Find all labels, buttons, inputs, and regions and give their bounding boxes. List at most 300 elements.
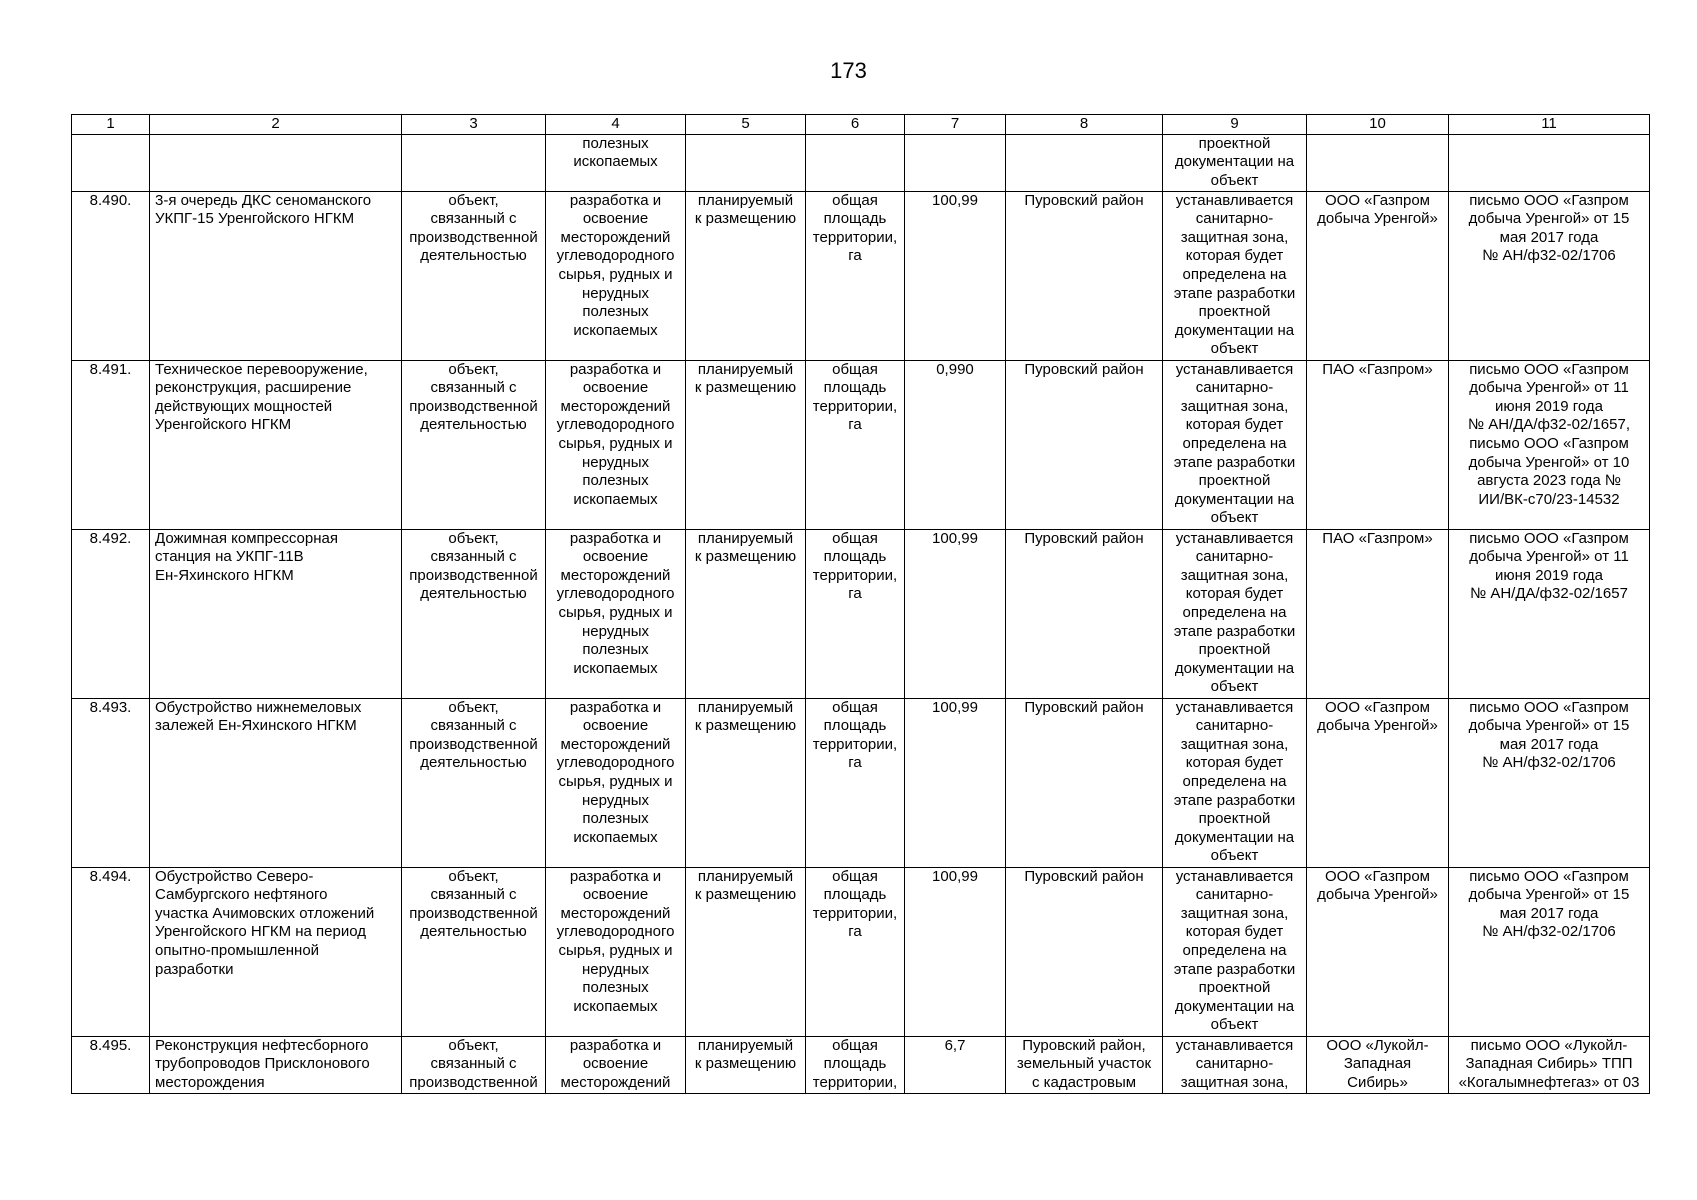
- page-number: 173: [830, 58, 867, 83]
- owner-cell: [1307, 360, 1449, 529]
- owner-cell: [1307, 529, 1449, 698]
- cell-line: освоение: [582, 379, 649, 397]
- cell-line: разработка и: [569, 191, 662, 209]
- cell: [150, 134, 402, 191]
- activity-cell: [546, 360, 686, 529]
- characteristic-cell: [806, 1036, 905, 1093]
- cell-line: проектной: [1198, 979, 1271, 997]
- cell-line: планируемый: [697, 360, 794, 378]
- cell-line: проектной: [1198, 303, 1271, 321]
- basis-cell: [1449, 360, 1650, 529]
- row-number-cell: 8.495.: [72, 1036, 150, 1093]
- cell-line: объект: [1210, 1016, 1259, 1034]
- row-number-cell: 8.490.: [72, 191, 150, 360]
- cell-line: углеводородного: [556, 247, 675, 265]
- cell-line: которая будет: [1185, 585, 1284, 603]
- cell-line: ископаемых: [573, 659, 658, 677]
- value-cell: 0,990: [905, 360, 1006, 529]
- object-name-cell: [150, 1036, 402, 1093]
- cell-line: га: [848, 923, 862, 941]
- cell-line: площадь: [823, 548, 887, 566]
- cell-line: к размещению: [694, 379, 797, 397]
- cell-line: Ен-Яхинского НГКМ: [155, 566, 294, 584]
- column-number: 2: [150, 115, 402, 135]
- cell-line: нерудных: [581, 284, 650, 302]
- cell-line: защитная зона,: [1180, 904, 1289, 922]
- cell-line: объект,: [448, 360, 499, 378]
- cell-line: площадь: [823, 210, 887, 228]
- cell: [686, 134, 806, 191]
- cell-line: добыча Уренгой» от 11: [1469, 548, 1629, 566]
- cell-line: устанавливается: [1175, 360, 1294, 378]
- cell-line: объект: [1210, 847, 1259, 865]
- cell-line: Пуровский район,: [1022, 1036, 1146, 1054]
- cell-line: производственной: [409, 397, 538, 415]
- cell-line: устанавливается: [1175, 867, 1294, 885]
- cell-line: месторождения: [155, 1073, 265, 1091]
- cell-line: добыча Уренгой» от 11: [1469, 379, 1629, 397]
- cell-line: которая будет: [1185, 247, 1284, 265]
- table-row: [72, 867, 1650, 1036]
- value-cell: 100,99: [905, 698, 1006, 867]
- cell-line: № АН/ф32-02/1706: [1482, 754, 1616, 772]
- status-cell: [686, 360, 806, 529]
- cell-line: общая: [832, 867, 878, 885]
- basis-cell: [1449, 698, 1650, 867]
- cell: [905, 134, 1006, 191]
- cell-line: площадь: [823, 1055, 887, 1073]
- cell-line: связанный с: [430, 886, 517, 904]
- cell-line: связанный с: [430, 717, 517, 735]
- object-type-cell: [402, 529, 546, 698]
- object-name-cell: [150, 360, 402, 529]
- cell-line: к размещению: [694, 210, 797, 228]
- cell-line: общая: [832, 1036, 878, 1054]
- status-cell: [686, 191, 806, 360]
- cell-line: документации на: [1174, 490, 1295, 508]
- cell-line: № АН/ф32-02/1706: [1482, 247, 1616, 265]
- cell-line: объект: [1210, 678, 1259, 696]
- cell-line: планируемый: [697, 191, 794, 209]
- cell-line: разработка и: [569, 1036, 662, 1054]
- cell-line: месторождений: [560, 397, 671, 415]
- cell-line: устанавливается: [1175, 1036, 1294, 1054]
- cell-line: ископаемых: [573, 490, 658, 508]
- activity-cell: [546, 698, 686, 867]
- column-number-row: [72, 115, 1650, 135]
- cell-line: освоение: [582, 548, 649, 566]
- cell-line: полезных: [582, 134, 649, 152]
- characteristic-cell: [806, 360, 905, 529]
- cell-line: площадь: [823, 886, 887, 904]
- cell-line: объект,: [448, 867, 499, 885]
- status-cell: [686, 867, 806, 1036]
- cell-line: производственной: [409, 566, 538, 584]
- cell-line: сырья, рудных и: [558, 941, 673, 959]
- cell-line: документации на: [1174, 828, 1295, 846]
- cell-line: освоение: [582, 717, 649, 735]
- object-name-cell: [150, 529, 402, 698]
- value-cell: 100,99: [905, 867, 1006, 1036]
- cell-line: с кадастровым: [1031, 1073, 1137, 1091]
- cell-line: территории,: [812, 566, 898, 584]
- cell-line: земельный участок: [1016, 1055, 1152, 1073]
- cell-line: устанавливается: [1175, 529, 1294, 547]
- basis-cell: [1449, 1036, 1650, 1093]
- cell-line: ООО «Лукойл-: [1326, 1036, 1429, 1054]
- location-cell: [1006, 1036, 1163, 1093]
- cell-line: связанный с: [430, 548, 517, 566]
- cell-line: объект: [1210, 509, 1259, 527]
- cell-line: ископаемых: [573, 828, 658, 846]
- cell-line: санитарно-: [1195, 717, 1274, 735]
- cell-line: письмо ООО «Лукойл-: [1470, 1036, 1628, 1054]
- cell: [1307, 134, 1449, 191]
- cell-line: Западная: [1343, 1055, 1412, 1073]
- cell-line: мая 2017 года: [1499, 735, 1599, 753]
- cell-line: добыча Уренгой» от 15: [1468, 210, 1630, 228]
- cell-line: проектной: [1198, 472, 1271, 490]
- cell-line: общая: [832, 698, 878, 716]
- cell-line: объект: [1210, 171, 1259, 189]
- row-number-cell: 8.491.: [72, 360, 150, 529]
- cell-line: июня 2019 года: [1495, 397, 1603, 415]
- cell-line: Пуровский район: [1024, 867, 1144, 885]
- cell-line: деятельностью: [420, 754, 527, 772]
- cell-line: деятельностью: [420, 585, 527, 603]
- zone-cell: [1163, 529, 1307, 698]
- cell-line: производственной: [409, 1073, 538, 1091]
- cell-line: планируемый: [697, 529, 794, 547]
- cell-line: реконструкция, расширение: [155, 379, 352, 397]
- cell-line: месторождений: [560, 735, 671, 753]
- cell-line: защитная зона,: [1180, 566, 1289, 584]
- cell-line: санитарно-: [1195, 886, 1274, 904]
- cell-line: к размещению: [694, 1055, 797, 1073]
- cell-line: письмо ООО «Газпром: [1469, 867, 1629, 885]
- cell-line: нерудных: [581, 791, 650, 809]
- cell-line: этапе разработки: [1173, 622, 1296, 640]
- cell-line: разработки: [155, 960, 234, 978]
- value-cell: 6,7: [905, 1036, 1006, 1093]
- activity-cell: [546, 1036, 686, 1093]
- cell-line: Реконструкция нефтесборного: [155, 1036, 369, 1054]
- cell-line: Сибирь»: [1347, 1073, 1408, 1091]
- object-type-cell: [402, 698, 546, 867]
- owner-cell: [1307, 1036, 1449, 1093]
- cell-line: планируемый: [697, 1036, 794, 1054]
- column-number: 9: [1163, 115, 1307, 135]
- cell-line: полезных: [582, 472, 649, 490]
- cell-line: сырья, рудных и: [558, 603, 673, 621]
- cell-line: месторождений: [560, 228, 671, 246]
- cell-line: месторождений: [560, 904, 671, 922]
- cell-line: освоение: [582, 210, 649, 228]
- cell-line: участка Ачимовских отложений: [155, 904, 375, 922]
- cell-line: документации на: [1174, 153, 1295, 171]
- cell-line: объект: [1210, 340, 1259, 358]
- cell-line: ООО «Газпром: [1325, 698, 1430, 716]
- zone-cell: [1163, 191, 1307, 360]
- object-name-cell: [150, 867, 402, 1036]
- cell-line: территории,: [812, 228, 898, 246]
- cell: [1449, 134, 1650, 191]
- cell-line: документации на: [1174, 997, 1295, 1015]
- cell-line: освоение: [582, 886, 649, 904]
- cell: [806, 134, 905, 191]
- column-number: 8: [1006, 115, 1163, 135]
- cell-line: Пуровский район: [1024, 698, 1144, 716]
- cell-line: определена на: [1182, 603, 1287, 621]
- cell-line: сырья, рудных и: [558, 265, 673, 283]
- cell-line: га: [848, 585, 862, 603]
- cell-line: документации на: [1174, 659, 1295, 677]
- owner-cell: [1307, 191, 1449, 360]
- cell-line: деятельностью: [420, 416, 527, 434]
- characteristic-cell: [806, 867, 905, 1036]
- cell-line: защитная зона,: [1180, 1073, 1289, 1091]
- cell-line: нерудных: [581, 453, 650, 471]
- owner-cell: [1307, 867, 1449, 1036]
- cell-line: месторождений: [560, 566, 671, 584]
- cell-line: объект,: [448, 529, 499, 547]
- cell-line: производственной: [409, 904, 538, 922]
- column-number: 10: [1307, 115, 1449, 135]
- cell-line: проектной: [1198, 810, 1271, 828]
- cell-line: УКПГ-15 Уренгойского НГКМ: [155, 210, 355, 228]
- cell-line: этапе разработки: [1173, 960, 1296, 978]
- zone-cell: [1163, 698, 1307, 867]
- cell-line: к размещению: [694, 717, 797, 735]
- cell-line: санитарно-: [1195, 210, 1274, 228]
- cell-line: Самбургского нефтяного: [155, 886, 328, 904]
- cell-line: нерудных: [581, 960, 650, 978]
- cell-line: планируемый: [697, 698, 794, 716]
- column-number: 3: [402, 115, 546, 135]
- cell-line: разработка и: [569, 529, 662, 547]
- basis-cell: [1449, 529, 1650, 698]
- cell-line: полезных: [582, 641, 649, 659]
- cell-line: сырья, рудных и: [558, 434, 673, 452]
- object-type-cell: [402, 191, 546, 360]
- cell-line: объект,: [448, 191, 499, 209]
- row-number-cell: 8.494.: [72, 867, 150, 1036]
- zone-cell: [1163, 134, 1307, 191]
- owner-cell: [1307, 698, 1449, 867]
- cell-line: производственной: [409, 228, 538, 246]
- cell-line: общая: [832, 191, 878, 209]
- cell-line: действующих мощностей: [155, 397, 333, 415]
- cell-line: территории,: [812, 735, 898, 753]
- table-row: [72, 360, 1650, 529]
- cell-line: сырья, рудных и: [558, 772, 673, 790]
- zone-cell: [1163, 867, 1307, 1036]
- cell-line: добыча Уренгой»: [1317, 717, 1438, 735]
- cell-line: общая: [832, 529, 878, 547]
- cell-line: разработка и: [569, 360, 662, 378]
- cell-line: полезных: [582, 810, 649, 828]
- row-number-cell: 8.492.: [72, 529, 150, 698]
- cell-line: площадь: [823, 717, 887, 735]
- cell: [72, 134, 150, 191]
- column-number: 5: [686, 115, 806, 135]
- cell-line: связанный с: [430, 1055, 517, 1073]
- cell-line: санитарно-: [1195, 379, 1274, 397]
- cell-line: определена на: [1182, 772, 1287, 790]
- register-table: [71, 114, 1650, 1094]
- cell-line: Пуровский район: [1024, 191, 1144, 209]
- cell-line: ПАО «Газпром»: [1322, 529, 1433, 547]
- cell-line: которая будет: [1185, 416, 1284, 434]
- zone-cell: [1163, 1036, 1307, 1093]
- cell-line: Уренгойского НГКМ: [155, 416, 292, 434]
- cell-line: санитарно-: [1195, 548, 1274, 566]
- location-cell: [1006, 191, 1163, 360]
- status-cell: [686, 529, 806, 698]
- cell: [1006, 134, 1163, 191]
- cell-line: защитная зона,: [1180, 735, 1289, 753]
- cell-line: общая: [832, 360, 878, 378]
- cell-line: добыча Уренгой» от 15: [1468, 717, 1630, 735]
- object-type-cell: [402, 1036, 546, 1093]
- cell-line: связанный с: [430, 379, 517, 397]
- cell-line: письмо ООО «Газпром: [1469, 434, 1629, 452]
- activity-cell: [546, 191, 686, 360]
- column-number: 4: [546, 115, 686, 135]
- cell-line: письмо ООО «Газпром: [1469, 529, 1629, 547]
- cell-line: письмо ООО «Газпром: [1469, 191, 1629, 209]
- cell-line: Обустройство нижнемеловых: [155, 698, 362, 716]
- cell-line: га: [848, 247, 862, 265]
- status-cell: [686, 1036, 806, 1093]
- location-cell: [1006, 867, 1163, 1036]
- cell-line: ООО «Газпром: [1325, 191, 1430, 209]
- cell-line: разработка и: [569, 867, 662, 885]
- cell-line: № АН/ДА/ф32-02/1657: [1470, 585, 1628, 603]
- cell-line: устанавливается: [1175, 191, 1294, 209]
- cell-line: углеводородного: [556, 416, 675, 434]
- location-cell: [1006, 360, 1163, 529]
- cell-line: ископаемых: [573, 321, 658, 339]
- table-row: [72, 529, 1650, 698]
- cell-line: № АН/ДА/ф32-02/1657,: [1467, 416, 1630, 434]
- cell-line: июня 2019 года: [1495, 566, 1603, 584]
- cell-line: проектной: [1198, 134, 1271, 152]
- cell-line: месторождений: [560, 1073, 671, 1091]
- value-cell: 100,99: [905, 191, 1006, 360]
- activity-cell: [546, 867, 686, 1036]
- cell-line: ископаемых: [573, 153, 658, 171]
- cell-line: трубопроводов Присклонового: [155, 1055, 370, 1073]
- column-number: 6: [806, 115, 905, 135]
- cell-line: № АН/ф32-02/1706: [1482, 923, 1616, 941]
- cell-line: разработка и: [569, 698, 662, 716]
- cell-line: площадь: [823, 379, 887, 397]
- cell-line: к размещению: [694, 548, 797, 566]
- cell-line: санитарно-: [1195, 1055, 1274, 1073]
- cell-line: мая 2017 года: [1499, 228, 1599, 246]
- row-number-cell: 8.493.: [72, 698, 150, 867]
- cell-line: связанный с: [430, 210, 517, 228]
- cell-line: мая 2017 года: [1499, 904, 1599, 922]
- cell-line: Пуровский район: [1024, 529, 1144, 547]
- cell-line: этапе разработки: [1173, 791, 1296, 809]
- cell-line: углеводородного: [556, 754, 675, 772]
- object-name-cell: [150, 698, 402, 867]
- cell-line: га: [848, 416, 862, 434]
- cell-line: 3-я очередь ДКС сеноманского: [155, 191, 372, 209]
- cell-line: ископаемых: [573, 997, 658, 1015]
- cell-line: которая будет: [1185, 923, 1284, 941]
- object-type-cell: [402, 360, 546, 529]
- cell-line: производственной: [409, 735, 538, 753]
- basis-cell: [1449, 191, 1650, 360]
- cell-line: освоение: [582, 1055, 649, 1073]
- object-type-cell: [402, 867, 546, 1036]
- value-cell: 100,99: [905, 529, 1006, 698]
- cell-line: письмо ООО «Газпром: [1469, 698, 1629, 716]
- cell-line: территории,: [812, 1073, 898, 1091]
- location-cell: [1006, 698, 1163, 867]
- characteristic-cell: [806, 529, 905, 698]
- cell-line: га: [848, 754, 862, 772]
- zone-cell: [1163, 360, 1307, 529]
- cell-line: Пуровский район: [1024, 360, 1144, 378]
- cell-line: ООО «Газпром: [1325, 867, 1430, 885]
- cell-line: защитная зона,: [1180, 397, 1289, 415]
- status-cell: [686, 698, 806, 867]
- cell-line: защитная зона,: [1180, 228, 1289, 246]
- table-row: [72, 191, 1650, 360]
- cell-line: письмо ООО «Газпром: [1469, 360, 1629, 378]
- table-row: [72, 1036, 1650, 1093]
- cell-line: которая будет: [1185, 754, 1284, 772]
- cell-line: Уренгойского НГКМ на период: [155, 923, 367, 941]
- cell-line: углеводородного: [556, 923, 675, 941]
- cell-line: планируемый: [697, 867, 794, 885]
- cell-line: залежей Ен-Яхинского НГКМ: [155, 717, 357, 735]
- cell-line: полезных: [582, 303, 649, 321]
- cell-line: Обустройство Северо-: [155, 867, 314, 885]
- cell-line: добыча Уренгой» от 15: [1468, 886, 1630, 904]
- cell-line: деятельностью: [420, 247, 527, 265]
- basis-cell: [1449, 867, 1650, 1036]
- cell-line: добыча Уренгой» от 10: [1468, 453, 1630, 471]
- table-row: [72, 698, 1650, 867]
- cell-line: Техническое перевооружение,: [155, 360, 368, 378]
- column-number: 1: [72, 115, 150, 135]
- cell-line: полезных: [582, 979, 649, 997]
- cell-line: ПАО «Газпром»: [1322, 360, 1433, 378]
- cell-line: устанавливается: [1175, 698, 1294, 716]
- activity-cell: [546, 529, 686, 698]
- continuation-row: [72, 134, 1650, 191]
- cell-line: этапе разработки: [1173, 453, 1296, 471]
- cell-line: к размещению: [694, 886, 797, 904]
- cell-line: проектной: [1198, 641, 1271, 659]
- cell-line: территории,: [812, 397, 898, 415]
- cell-line: станция на УКПГ-11В: [155, 548, 304, 566]
- cell-line: ИИ/ВК-с70/23-14532: [1478, 490, 1620, 508]
- cell-line: опытно-промышленной: [155, 941, 320, 959]
- cell-line: добыча Уренгой»: [1317, 210, 1438, 228]
- characteristic-cell: [806, 191, 905, 360]
- cell-line: Дожимная компрессорная: [155, 529, 338, 547]
- cell-line: этапе разработки: [1173, 284, 1296, 302]
- cell-line: определена на: [1182, 265, 1287, 283]
- cell-line: «Когалымнефтегаз» от 03: [1458, 1073, 1640, 1091]
- cell-line: территории,: [812, 904, 898, 922]
